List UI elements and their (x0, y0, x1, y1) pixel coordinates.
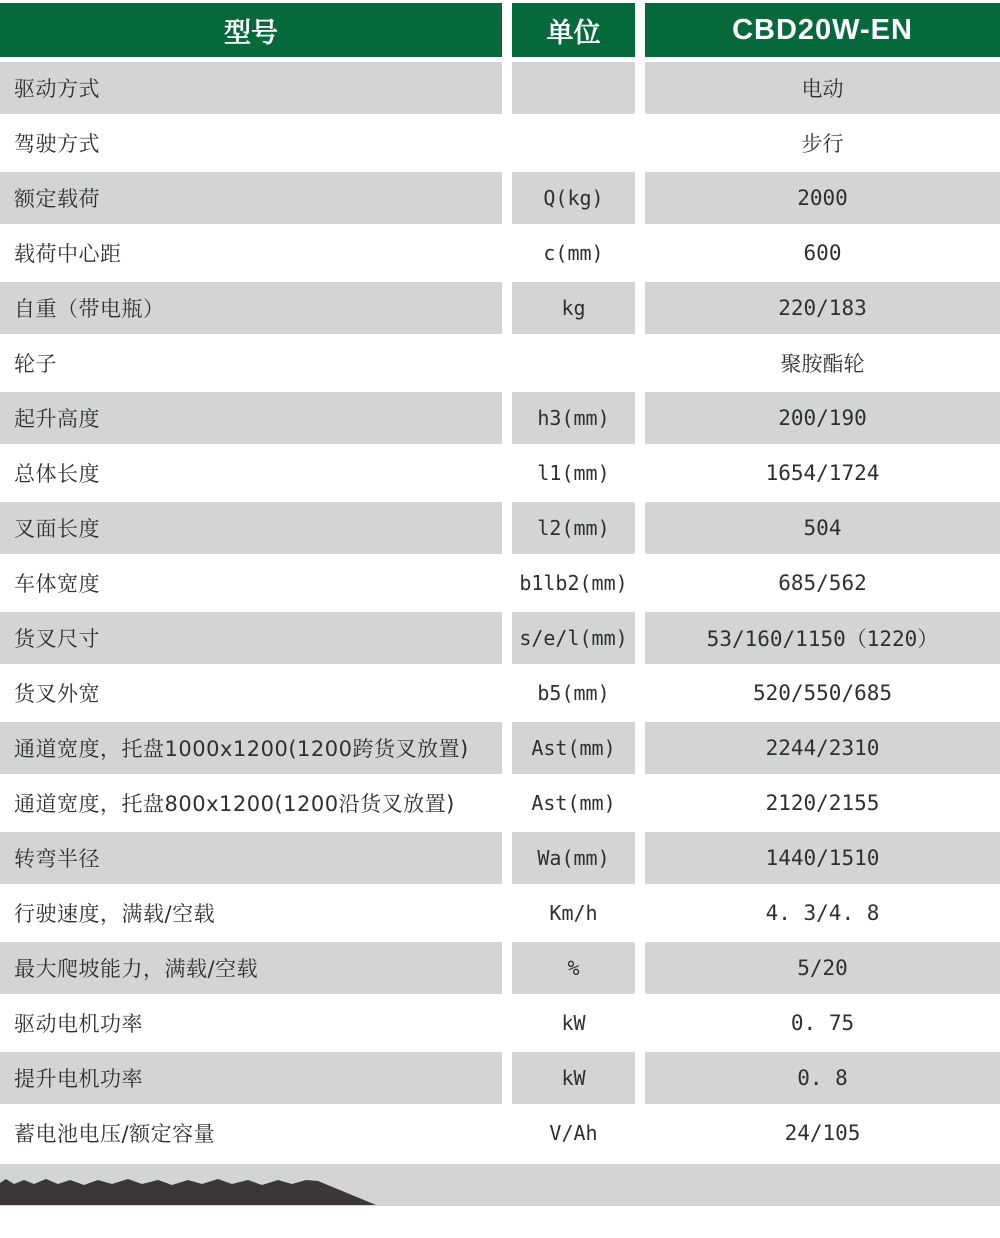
spec-label: 自重（带电瓶） (0, 280, 502, 335)
table-row (0, 720, 1000, 775)
spec-unit: kW (561, 1010, 586, 1035)
spec-unit: l2(mm) (512, 500, 635, 555)
spec-value: 2120/2155 (765, 790, 880, 815)
spec-value: 4. 3/4. 8 (765, 900, 880, 925)
spec-unit: V/Ah (549, 1120, 598, 1145)
spec-unit: kg (512, 280, 635, 335)
spec-label: 起升高度 (0, 390, 502, 445)
table-row (0, 1050, 1000, 1105)
header-model-name: CBD20W-EN (645, 3, 1000, 57)
spec-unit: Km/h (549, 900, 598, 925)
spec-value: 步行 (801, 131, 844, 156)
table-row (0, 940, 1000, 995)
spec-label: 最大爬坡能力，满载/空载 (0, 940, 502, 995)
spec-value: 0. 75 (790, 1010, 855, 1035)
table-row (0, 610, 1000, 665)
spec-unit: c(mm) (543, 240, 604, 265)
table-row (0, 60, 1000, 115)
spec-label: 车体宽度 (14, 571, 100, 596)
spec-value: 504 (645, 500, 1000, 555)
table-row (0, 775, 1000, 830)
spec-label: 驱动方式 (0, 60, 502, 115)
spec-value: 5/20 (645, 940, 1000, 995)
spec-label: 转弯半径 (0, 830, 502, 885)
spec-unit: Ast(mm) (531, 790, 616, 815)
table-row (0, 995, 1000, 1050)
spec-unit: b5(mm) (537, 680, 610, 705)
spec-value: 0. 8 (645, 1050, 1000, 1105)
spec-label: 行驶速度，满载/空载 (14, 901, 216, 926)
spec-label: 通道宽度，托盘800x1200(1200沿货叉放置) (14, 791, 455, 816)
spec-label: 通道宽度，托盘1000x1200(1200跨货叉放置) (0, 720, 502, 775)
spec-value: 220/183 (645, 280, 1000, 335)
spec-label: 载荷中心距 (14, 241, 122, 266)
spec-unit: Q(kg) (512, 170, 635, 225)
spec-label: 货叉外宽 (14, 681, 100, 706)
table-row (0, 115, 1000, 170)
spec-value: 520/550/685 (752, 680, 893, 705)
spec-label: 蓄电池电压/额定容量 (14, 1121, 216, 1146)
spec-unit: Wa(mm) (512, 830, 635, 885)
spec-value: 2244/2310 (645, 720, 1000, 775)
table-row (0, 170, 1000, 225)
spec-label: 驱动电机功率 (14, 1011, 143, 1036)
table-row (0, 445, 1000, 500)
header-unit-column: 单位 (512, 3, 635, 57)
spec-unit: l1(mm) (537, 460, 610, 485)
spec-value: 电动 (645, 60, 1000, 115)
spec-label: 驾驶方式 (14, 131, 100, 156)
spec-unit: Ast(mm) (512, 720, 635, 775)
spec-value: 1440/1510 (645, 830, 1000, 885)
table-body (0, 60, 1000, 1160)
spec-unit: s/e/l(mm) (512, 610, 635, 665)
spec-value: 53/160/1150（1220） (645, 610, 1000, 665)
spec-label: 叉面长度 (0, 500, 502, 555)
spec-label: 提升电机功率 (0, 1050, 502, 1105)
table-row (0, 500, 1000, 555)
spec-value: 2000 (645, 170, 1000, 225)
spec-unit (512, 60, 635, 115)
spec-unit: h3(mm) (512, 390, 635, 445)
table-row (0, 830, 1000, 885)
table-row (0, 280, 1000, 335)
table-row (0, 335, 1000, 390)
table-row (0, 225, 1000, 280)
header-model-column: 型号 (0, 3, 502, 57)
footer-decorative-shape (0, 1178, 380, 1205)
spec-unit (512, 335, 635, 390)
spec-label: 货叉尺寸 (0, 610, 502, 665)
spec-unit: % (512, 940, 635, 995)
spec-value: 1654/1724 (765, 460, 880, 485)
spec-value: 685/562 (778, 570, 867, 595)
spec-value: 200/190 (645, 390, 1000, 445)
table-row (0, 555, 1000, 610)
table-row (0, 665, 1000, 720)
spec-unit: b1lb2(mm) (519, 570, 628, 595)
table-row (0, 1105, 1000, 1160)
spec-label: 轮子 (14, 351, 57, 376)
table-row (0, 885, 1000, 940)
footer-band (0, 1164, 1000, 1206)
table-row (0, 390, 1000, 445)
spec-unit: kW (512, 1050, 635, 1105)
spec-value: 24/105 (784, 1120, 861, 1145)
spec-value: 聚胺酯轮 (780, 351, 865, 376)
spec-value: 600 (803, 240, 842, 265)
spec-label: 总体长度 (14, 461, 100, 486)
spec-label: 额定载荷 (0, 170, 502, 225)
table-header-row (0, 3, 1000, 57)
spec-unit (512, 115, 635, 170)
